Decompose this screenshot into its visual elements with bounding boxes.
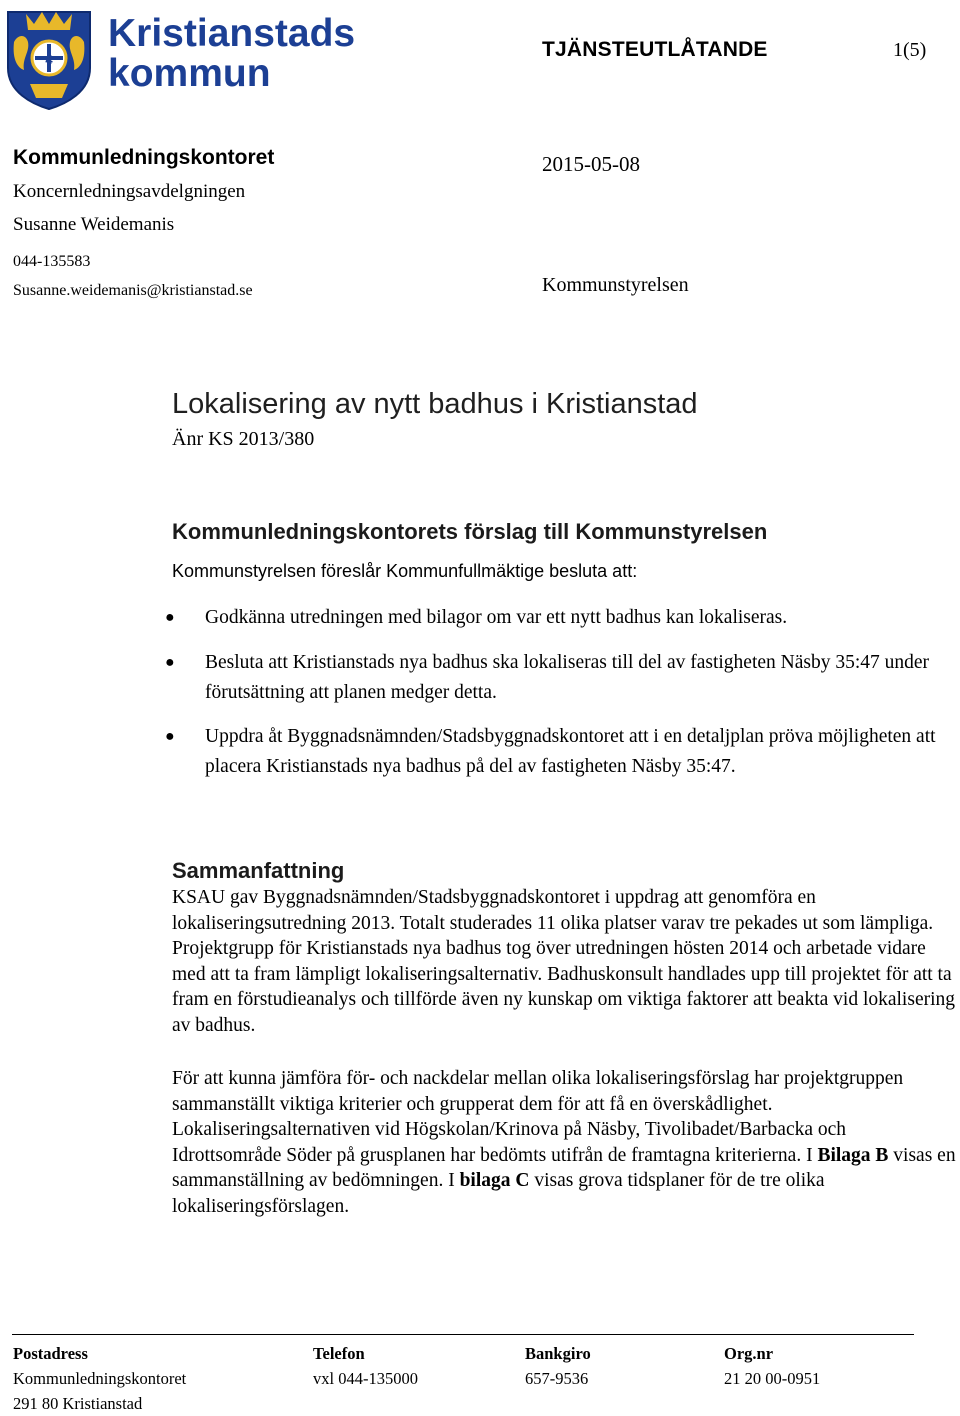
bullet-icon: ● <box>165 609 175 626</box>
proposal-heading: Kommunledningskontorets förslag till Kommunstyrelsen <box>172 519 768 544</box>
document-date: 2015-05-08 <box>542 152 640 176</box>
department-name: Kommunledningskontoret <box>13 146 275 169</box>
footer-value: 21 20 00-0951 <box>724 1369 821 1388</box>
footer-label: Bankgiro <box>525 1344 591 1363</box>
footer-value: 291 80 Kristianstad <box>13 1394 143 1413</box>
author-phone: 044-135583 <box>13 253 91 270</box>
bullet-icon: ● <box>165 654 175 671</box>
footer-postal-address <box>13 1341 186 1416</box>
summary-paragraph-2 <box>172 1066 960 1220</box>
bullet-icon: ● <box>165 728 175 745</box>
summary-paragraph-1: KSAU gav Byggnadsnämnden/Stadsbyggnadskontoret i uppdrag att genomföra en lokaliseringsutredning 2013. Totalt studerades 11 olika platser varav tre pekades ut som lämpliga. Projektgrupp för Kristianstads nya badhus tog över utredningen hösten 2014 och arbetade vidare med att ta fram lämpligt lokaliseringsalternativ. Badhuskonsult handlades upp till projektet för att ta fram en förstudieanalys och tillförde även ny kunskap om viktiga faktorer att beakta vid lokalisering av badhus. <box>172 887 956 1036</box>
case-number: Änr KS 2013/380 <box>172 428 315 450</box>
page-number: 1(5) <box>893 39 927 61</box>
bullet-text: Godkänna utredningen med bilagor om var ett nytt badhus kan lokaliseras. <box>205 607 788 628</box>
sub-department: Koncernledningsavdelgningen <box>13 181 246 202</box>
document-type: TJÄNSTEUTLÅTANDE <box>542 38 768 61</box>
footer-value: vxl 044-135000 <box>313 1369 418 1388</box>
bullet-text: Besluta att Kristianstads nya badhus ska lokaliseras till del av fastigheten Näsby 35:47 under förutsättning att planen medger detta. <box>205 652 930 703</box>
bullet-text: Uppdra åt Byggnadsnämnden/Stadsbyggnadskontoret att i en detaljplan pröva möjligheten att placera Kristianstads nya badhus på del av fastigheten Näsby 35:47. <box>205 726 936 777</box>
svg-text:4: 4 <box>45 52 53 67</box>
footer-divider <box>12 1334 914 1335</box>
appendix-b-reference: Bilaga B <box>817 1144 889 1166</box>
footer-label: Postadress <box>13 1344 88 1363</box>
author-email: Susanne.weidemanis@kristianstad.se <box>13 282 253 299</box>
paragraph-text: För att kunna jämföra för- och nackdelar mellan olika lokaliseringsförslag har projektgruppen sammanställt viktiga kriterier och grupperat dem för att få en överskådlighet. Lokaliseringsalternativen vid Högskolan/Krinova på Näsby, Tivolibadet/Barbacka och Idrottsområde Söder på grusplanen har bedömts utifrån de framtagna kriterierna. I <box>172 1068 904 1166</box>
proposal-intro: Kommunstyrelsen föreslår Kommunfullmäktige besluta att: <box>172 561 638 581</box>
recipient: Kommunstyrelsen <box>542 274 689 296</box>
footer-label: Telefon <box>313 1344 365 1363</box>
appendix-c-reference: bilaga C <box>459 1170 530 1192</box>
footer-value: Kommunledningskontoret <box>13 1369 187 1388</box>
footer-org-number <box>724 1341 820 1391</box>
logo-name-line1: Kristianstads <box>108 12 356 55</box>
paragraph-text: visas en sammanställning av bedömningen. I <box>172 1144 956 1192</box>
paragraph-text: visas grova tidsplaner för de tre olika lokaliseringsförslagen. <box>172 1170 825 1217</box>
kristianstads-kommun-logo <box>4 6 356 110</box>
footer-label: Org.nr <box>724 1344 774 1363</box>
footer-phone <box>313 1341 418 1391</box>
footer-bankgiro <box>525 1341 591 1391</box>
logo-name-line2: kommun <box>108 52 271 95</box>
author-name: Susanne Weidemanis <box>13 214 175 235</box>
footer-value: 657-9536 <box>525 1369 589 1388</box>
document-title: Lokalisering av nytt badhus i Kristianstad <box>172 388 698 420</box>
summary-heading: Sammanfattning <box>172 858 345 883</box>
